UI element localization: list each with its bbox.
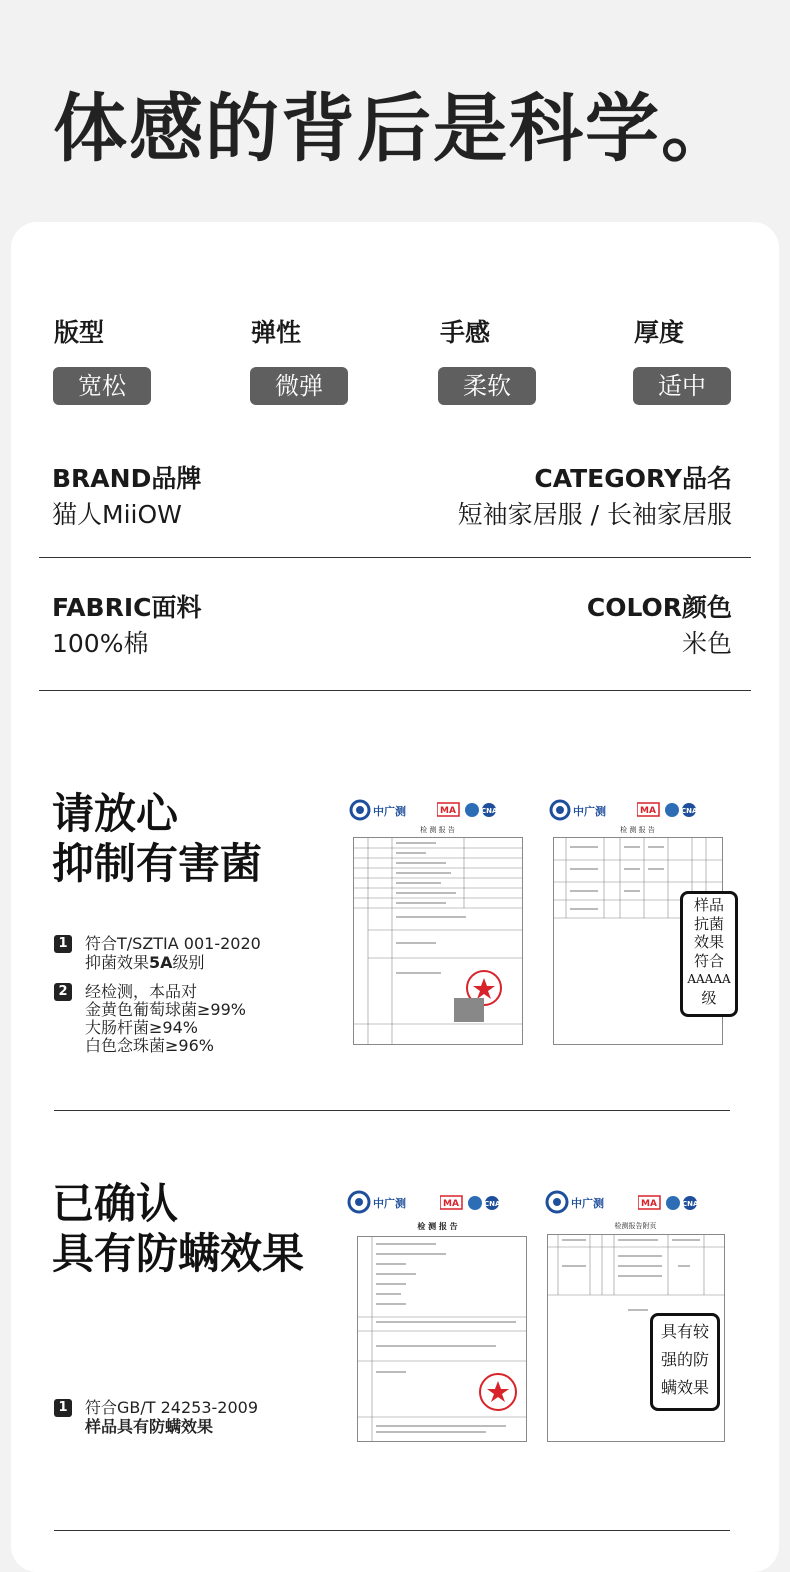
svg-text:MA: MA (641, 1199, 657, 1209)
antibacterial-heading-line1: 请放心 (52, 789, 179, 838)
brand-label: BRAND品牌 (52, 464, 202, 493)
callout-line: 符合 (693, 951, 724, 970)
attr-fit-value: 宽松 (53, 367, 151, 405)
fabric-value: 100%棉 (52, 629, 149, 658)
attr-feel-label: 手感 (440, 318, 491, 347)
svg-text:MA: MA (640, 806, 656, 816)
report-title: 检 测 报 告 (417, 1222, 458, 1231)
antimite-heading-line2: 具有防螨效果 (52, 1229, 305, 1278)
svg-text:CNAS: CNAS (484, 1200, 506, 1208)
divider (39, 690, 751, 691)
report-table (353, 837, 523, 1045)
callout-line: 强的防 (660, 1350, 709, 1369)
callout-line: AAAAA (687, 972, 731, 986)
svg-text:CNAS: CNAS (481, 807, 503, 815)
callout-line: 螨效果 (660, 1378, 709, 1397)
divider (54, 1530, 730, 1531)
org-logo (349, 799, 419, 825)
svg-text:中广测: 中广测 (373, 1197, 406, 1210)
test-report-image (345, 1188, 530, 1448)
category-label: CATEGORY品名 (534, 464, 732, 493)
attr-thickness-value: 适中 (633, 367, 731, 405)
svg-text:中广测: 中广测 (573, 805, 606, 818)
org-logo (545, 1190, 615, 1218)
svg-text:CNAS: CNAS (681, 807, 703, 815)
item-number-badge: 1 (54, 1399, 72, 1417)
attr-elasticity-value: 微弹 (250, 367, 348, 405)
org-logo (549, 799, 619, 825)
svg-text:CNAS: CNAS (682, 1200, 704, 1208)
fabric-label: FABRIC面料 (52, 593, 202, 622)
report-title: 检 测 报 告 (420, 826, 455, 834)
cert-marks (637, 801, 727, 823)
cert-marks (437, 801, 527, 823)
callout-line: 具有较 (660, 1322, 709, 1341)
svg-text:MA: MA (440, 806, 456, 816)
cert-marks (638, 1194, 728, 1216)
attr-thickness-label: 厚度 (634, 318, 685, 347)
item-number-badge: 1 (54, 935, 72, 953)
antibacterial-result-intro: 经检测，本品对 (85, 982, 198, 1001)
svg-text:中广测: 中广测 (571, 1197, 604, 1210)
report-table (357, 1236, 527, 1442)
antimite-heading-line1: 已确认 (52, 1179, 179, 1228)
page-title: 体感的背后是科学。 (53, 86, 737, 172)
attr-fit-label: 版型 (54, 318, 105, 347)
cert-marks (440, 1194, 530, 1216)
color-value: 米色 (681, 629, 732, 658)
antibacterial-result-staph: 金黄色葡萄球菌≥99% (85, 1000, 246, 1019)
antimite-standard: 符合GB/T 24253-2009 (85, 1398, 259, 1417)
report-title: 检测报告附页 (614, 1222, 657, 1230)
antibacterial-callout (680, 891, 738, 1017)
divider (39, 557, 751, 558)
antimite-callout (650, 1313, 720, 1411)
antimite-result: 样品具有防螨效果 (85, 1417, 214, 1436)
svg-text:中广测: 中广测 (373, 805, 406, 818)
category-value: 短袖家居服 / 长袖家居服 (457, 500, 732, 529)
attr-elasticity-label: 弹性 (251, 318, 302, 347)
callout-line: 样品 (693, 896, 724, 914)
callout-line: 级 (701, 988, 717, 1007)
color-label: COLOR颜色 (586, 593, 732, 622)
item-number-badge: 2 (54, 983, 72, 1001)
org-logo (347, 1190, 417, 1218)
attr-feel-value: 柔软 (438, 367, 536, 405)
antibacterial-standard: 符合T/SZTIA 001-2020 (85, 934, 261, 953)
svg-text:MA: MA (443, 1199, 459, 1209)
callout-line: 效果 (693, 933, 724, 951)
antibacterial-result-candida: 白色念珠菌≥96% (85, 1036, 214, 1055)
brand-value: 猫人MiiOW (52, 500, 182, 529)
antibacterial-result-ecoli: 大肠杆菌≥94% (85, 1018, 198, 1037)
antibacterial-heading-line2: 抑制有害菌 (52, 839, 263, 888)
divider (54, 1110, 730, 1111)
callout-line: 抗菌 (693, 914, 724, 933)
test-report-image (345, 795, 530, 1060)
report-title: 检 测 报 告 (620, 826, 655, 834)
antibacterial-grade: 抑菌效果5A级别 (85, 953, 205, 972)
